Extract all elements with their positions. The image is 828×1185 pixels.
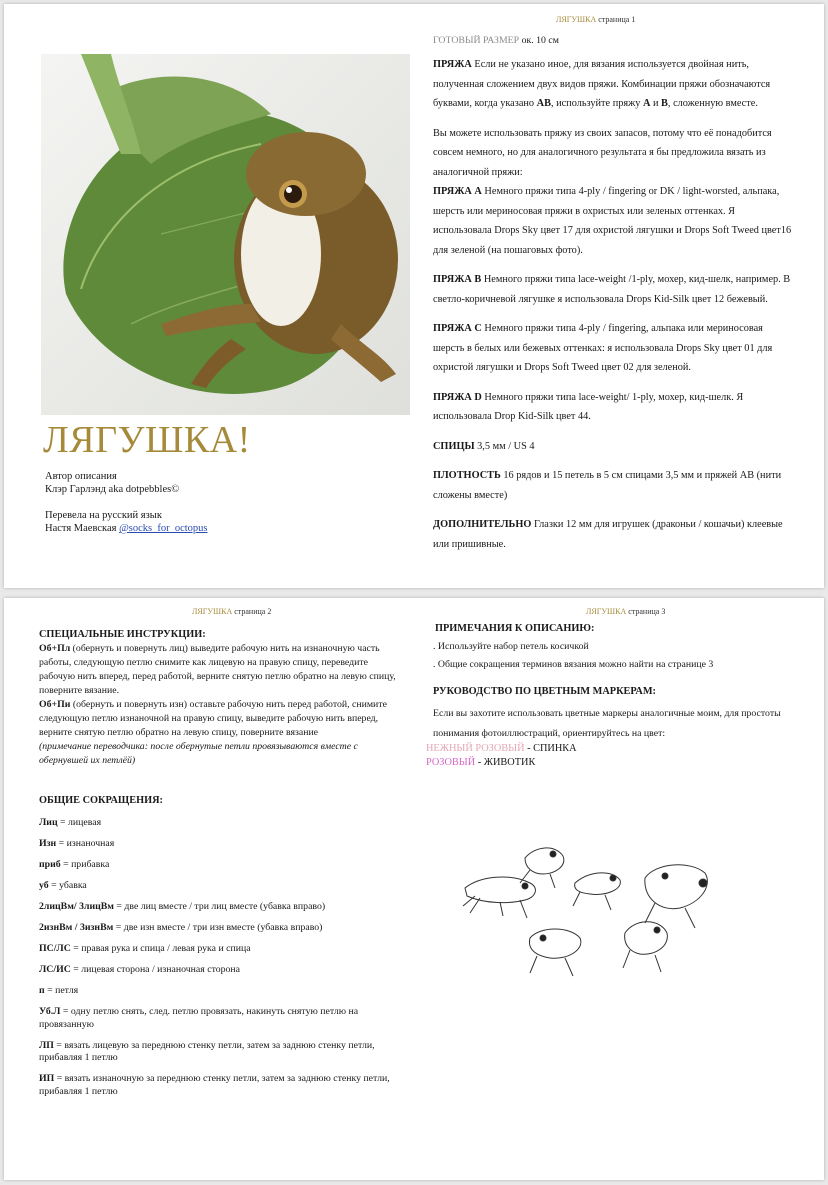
abbreviation-definition: = убавка — [48, 880, 87, 891]
abbreviation-term: ЛП — [39, 1039, 54, 1051]
translated-label: Перевела на русский язык — [45, 510, 162, 521]
finished-size — [433, 34, 559, 47]
extra-label: ДОПОЛНИТЕЛЬНО — [433, 519, 532, 530]
yarn-text-3: , сложенную вместе. — [667, 98, 758, 109]
abbreviation-item — [39, 1040, 397, 1065]
extra-paragraph — [433, 515, 795, 554]
page1-text — [433, 55, 795, 554]
yarn-c-text: Немного пряжи типа 4-ply / fingering, альпака или мериносовая шерсть в белых или бежевых оттенках: я использовала Drops Sky цвет 01 для охристой лягушки и Drops Soft Tweed цвет 02 для зеленой. — [433, 323, 773, 373]
abbreviation-term: п — [39, 985, 45, 996]
needles-paragraph — [433, 437, 795, 457]
yarn-c-paragraph — [433, 319, 795, 378]
abbreviation-term: уб — [39, 880, 49, 891]
abbreviation-term: Уб.Л — [39, 1006, 61, 1017]
page1-header — [556, 15, 635, 24]
yarn-and: и — [650, 98, 662, 109]
stash-paragraph: Вы можете использовать пряжу из своих запасов, потому что её понадобится совсем немного, но для аналогичного результата я бы предложила вязать из аналогичной пряжи: — [433, 127, 772, 178]
abbreviation-definition: = петля — [44, 985, 79, 996]
yarn-b-paragraph — [433, 270, 795, 309]
marker-legend — [426, 742, 577, 770]
abbreviation-term: Лиц — [39, 817, 58, 828]
notes-title: ПРИМЕЧАНИЯ К ОПИСАНИЮ: — [435, 623, 595, 634]
abbreviation-term: ПС/ЛС — [39, 943, 71, 954]
abbreviation-term: приб — [39, 859, 61, 870]
abbreviation-item — [39, 901, 397, 914]
yarn-paragraph — [433, 55, 795, 114]
abbreviation-definition: = прибавка — [60, 859, 110, 870]
note-item: . Используйте набор петель косичкой — [433, 641, 589, 652]
pattern-title: ЛЯГУШКА! — [43, 419, 251, 461]
abbr-title: ОБЩИЕ СОКРАЩЕНИЯ: — [39, 795, 163, 806]
header-page-label: страница 1 — [598, 15, 636, 24]
yarn-label: ПРЯЖА — [433, 59, 472, 70]
marker-1-part: - СПИНКА — [524, 743, 577, 754]
frog-sketches — [455, 838, 721, 988]
translator-line — [45, 522, 208, 535]
abbreviation-item — [39, 1073, 397, 1098]
abbreviation-definition: = лицевая — [57, 817, 102, 828]
special-title: СПЕЦИАЛЬНЫЕ ИНСТРУКЦИИ: — [39, 629, 206, 640]
translator-link[interactable]: @socks_for_octopus — [119, 523, 208, 534]
abbreviation-term: Изн — [39, 838, 57, 849]
header-page-label: страница 3 — [628, 607, 666, 616]
markers-title: РУКОВОДСТВО ПО ЦВЕТНЫМ МАРКЕРАМ: — [433, 686, 656, 697]
abbreviation-definition: = одну петлю снять, след. петлю провязать, накинуть снятую петлю на провязанную — [39, 1006, 359, 1030]
wt-front-label: Об+Пл — [39, 643, 71, 654]
translator-note: (примечание переводчика: после обернутые петли провязываются вместе с обернувшей их петлёй) — [39, 741, 358, 766]
abbreviation-item — [39, 922, 397, 935]
yarn-ab: АВ — [536, 98, 551, 109]
yarn-a-label: ПРЯЖА А — [433, 186, 482, 197]
special-instructions — [39, 628, 397, 768]
abbreviation-item — [39, 943, 397, 956]
abbreviation-definition: = правая рука и спица / левая рука и спица — [70, 943, 251, 954]
abbreviation-definition: = вязать изнаночную за переднюю стенку петли, затем за заднюю стенку петли, прибавляя 1 петлю — [39, 1073, 390, 1097]
header-page-label: страница 2 — [234, 607, 272, 616]
wt-front-text: (обернуть и повернуть лиц) выведите рабочую нить на изнаночную часть работы, следующую петлю снимите как лицевую на правую спицу, переведите рабочую нить вперед, перед работой, верните снятую петлю обратно на левую спицу, поверните вязание. — [39, 643, 396, 696]
yarn-text-2: , используйте пряжу — [550, 98, 643, 109]
yarn-a-text: Немного пряжи типа 4-ply / fingering or DK / light-worsted, альпака, шерсть или мериносовая пряжи в охристых или зеленых оттенках. Я использовала Drops Sky цвет 17 для охристой лягушки и Drops Soft Tweed цвет16 для зеленой (на пошаговых фото). — [433, 186, 792, 256]
frog-photo — [41, 54, 410, 415]
abbreviation-item — [39, 985, 397, 998]
marker-2 — [426, 756, 577, 770]
translator-name: Настя Маевская — [45, 523, 117, 534]
yarn-b-text: Немного пряжи типа lace-weight /1-ply, мохер, кид-шелк, например. В светло-коричневой лягушке я использовала Drops Kid-Silk цвет 12 бежевый. — [433, 274, 791, 305]
marker-2-part: - ЖИВОТИК — [475, 757, 536, 768]
notes-block — [433, 622, 793, 672]
abbreviation-term: 2изнВм / 3изнВм — [39, 922, 114, 933]
yarn-c-label: ПРЯЖА С — [433, 323, 482, 334]
credits — [45, 470, 208, 535]
header-title: ЛЯГУШКА — [192, 607, 233, 616]
needles-text: 3,5 мм / US 4 — [474, 440, 535, 452]
gauge-text: 16 рядов и 15 петель в 5 см спицами 3,5 мм и пряжей АВ (нити сложены вместе) — [433, 470, 782, 501]
abbreviation-item — [39, 838, 397, 851]
yarn-d-label: ПРЯЖА D — [433, 391, 482, 403]
wt-back-text: (обернуть и повернуть изн) оставьте рабочую нить перед работой, снимите следующую петлю изнаночной на правую спицу, выведите рабочую нить вперед, верните снятую петлю обратно на левую спицу, поверните вязание — [39, 699, 387, 738]
finished-size-label: ГОТОВЫЙ РАЗМЕР — [433, 35, 520, 46]
wt-back-label: Об+Пи — [39, 699, 71, 710]
header-title: ЛЯГУШКА — [556, 15, 597, 24]
abbreviation-item — [39, 817, 397, 830]
markers-text: Если вы захотите использовать цветные маркеры аналогичные моим, для простоты понимания фотоиллюстраций, ориентируйтесь на цвет: — [433, 708, 781, 739]
abbreviation-item — [39, 964, 397, 977]
abbreviation-list — [39, 817, 397, 1107]
author-label: Автор описания — [45, 471, 117, 482]
author-name: Клэр Гарлэнд aka dotpebbles© — [45, 484, 180, 495]
abbreviation-item — [39, 859, 397, 872]
marker-1 — [426, 742, 577, 756]
gauge-label: ПЛОТНОСТЬ — [433, 470, 501, 481]
yarn-d-text: Немного пряжи типа lace-weight/ 1-ply, мохер, кид-шелк. Я использовала Drop Kid-Silk цвет 44. — [433, 391, 744, 422]
abbreviation-term: ЛС/ИС — [39, 964, 71, 975]
abbreviation-item — [39, 1006, 397, 1031]
abbreviation-definition: = лицевая сторона / изнаночная сторона — [70, 964, 241, 975]
abbreviation-term: ИП — [39, 1073, 55, 1084]
markers-block — [433, 682, 793, 744]
note-item: . Общие сокращения терминов вязания можно найти на странице 3 — [433, 659, 714, 670]
wt-back — [39, 698, 397, 740]
yarn-b: В — [661, 98, 668, 109]
extra-text: Глазки 12 мм для игрушек (драконьи / кошачьи) клеевые или пришивные. — [433, 519, 783, 550]
yarn-d-paragraph — [433, 388, 795, 427]
yarn-a-paragraph — [433, 182, 795, 260]
yarn-text-1: Если не указано иное, для вязания используется двойная нить, полученная сложением двух видов пряжи. Комбинации пряжи обозначаются буквами, когда указано — [433, 59, 771, 109]
page2-header — [192, 607, 271, 616]
abbreviation-item — [39, 880, 397, 893]
wt-front — [39, 642, 397, 698]
abbreviation-term: 2лицВм/ 3лицВм — [39, 901, 114, 912]
abbreviation-definition: = изнаночная — [56, 838, 115, 849]
needles-label: СПИЦЫ — [433, 440, 475, 452]
abbreviation-definition: = две изн вместе / три изн вместе (убавка вправо) — [113, 922, 323, 933]
finished-size-value: ок. 10 см — [521, 35, 559, 46]
yarn-b-label: ПРЯЖА В — [433, 274, 482, 285]
frog-illustration — [41, 54, 410, 415]
abbreviation-definition: = две лиц вместе / три лиц вместе (убавка вправо) — [113, 901, 326, 912]
yarn-a: А — [642, 98, 651, 109]
header-title: ЛЯГУШКА — [586, 607, 627, 616]
abbreviation-definition: = вязать лицевую за переднюю стенку петли, затем за заднюю стенку петли, прибавляя 1 петлю — [39, 1039, 375, 1063]
gauge-paragraph — [433, 466, 795, 505]
marker-2-color: РОЗОВЫЙ — [426, 757, 476, 768]
marker-1-color: НЕЖНЫЙ РОЗОВЫЙ — [426, 743, 525, 754]
page3-header — [586, 607, 665, 616]
